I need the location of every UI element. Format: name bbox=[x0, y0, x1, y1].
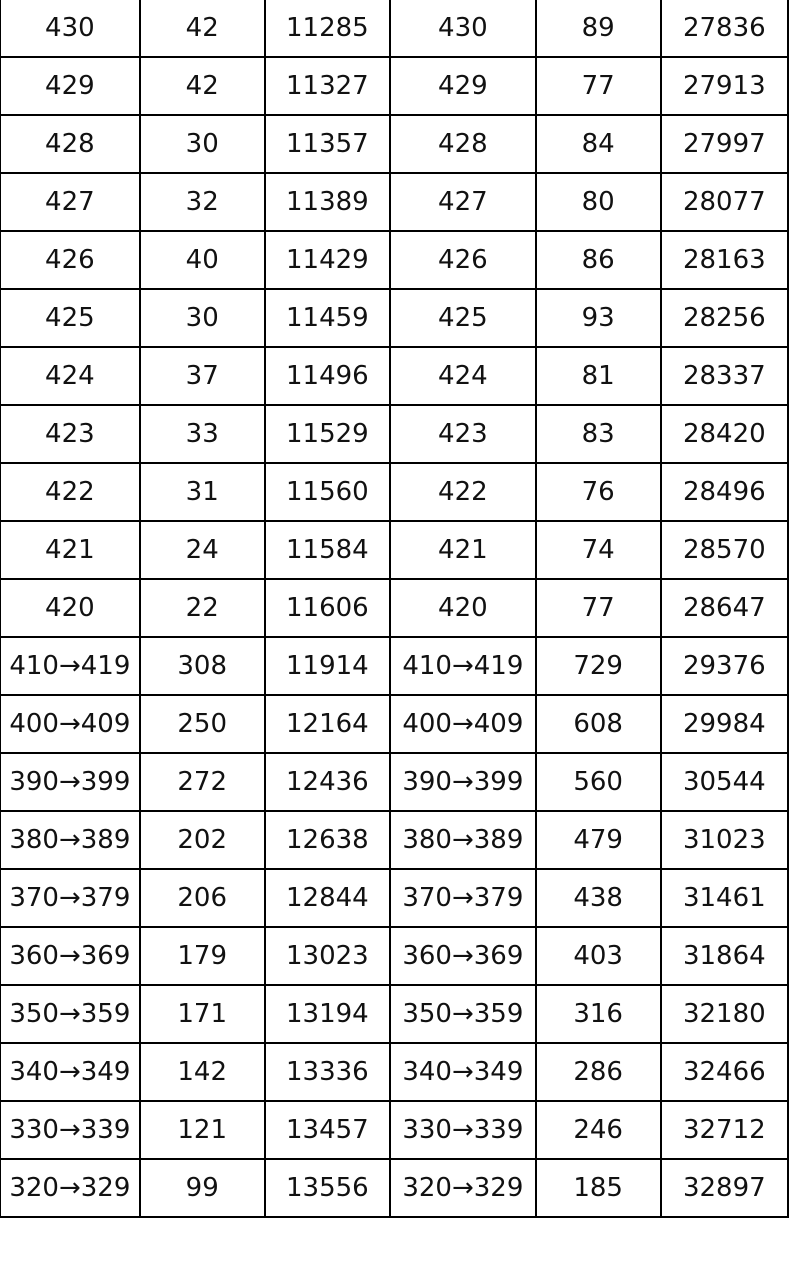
table-cell: 206 bbox=[140, 869, 265, 927]
table-cell: 422 bbox=[390, 463, 536, 521]
table-cell: 400→409 bbox=[390, 695, 536, 753]
table-cell: 11389 bbox=[265, 173, 390, 231]
table-cell: 32 bbox=[140, 173, 265, 231]
table-cell: 11584 bbox=[265, 521, 390, 579]
table-cell: 426 bbox=[390, 231, 536, 289]
table-row bbox=[0, 521, 788, 579]
table-cell: 424 bbox=[390, 347, 536, 405]
table-cell: 330→339 bbox=[390, 1101, 536, 1159]
table-row bbox=[0, 289, 788, 347]
table-row bbox=[0, 695, 788, 753]
table-cell: 99 bbox=[140, 1159, 265, 1217]
table-cell: 13023 bbox=[265, 927, 390, 985]
table-cell: 340→349 bbox=[0, 1043, 140, 1101]
table-cell: 32180 bbox=[661, 985, 788, 1043]
table-cell: 202 bbox=[140, 811, 265, 869]
table-row bbox=[0, 927, 788, 985]
table-cell: 12436 bbox=[265, 753, 390, 811]
table-cell: 13556 bbox=[265, 1159, 390, 1217]
table-row bbox=[0, 1101, 788, 1159]
table-cell: 350→359 bbox=[390, 985, 536, 1043]
table-cell: 28570 bbox=[661, 521, 788, 579]
table-cell: 380→389 bbox=[390, 811, 536, 869]
table-cell: 428 bbox=[0, 115, 140, 173]
table-row bbox=[0, 57, 788, 115]
table-row bbox=[0, 231, 788, 289]
table-cell: 420 bbox=[0, 579, 140, 637]
table-cell: 390→399 bbox=[0, 753, 140, 811]
table-cell: 83 bbox=[536, 405, 661, 463]
table-cell: 28077 bbox=[661, 173, 788, 231]
table-cell: 427 bbox=[0, 173, 140, 231]
table-cell: 11529 bbox=[265, 405, 390, 463]
table-cell: 410→419 bbox=[390, 637, 536, 695]
table-cell: 13336 bbox=[265, 1043, 390, 1101]
table-cell: 370→379 bbox=[0, 869, 140, 927]
table-cell: 31 bbox=[140, 463, 265, 521]
table-row bbox=[0, 811, 788, 869]
table-cell: 28496 bbox=[661, 463, 788, 521]
table-cell: 410→419 bbox=[0, 637, 140, 695]
table-cell: 142 bbox=[140, 1043, 265, 1101]
table-cell: 11429 bbox=[265, 231, 390, 289]
table-row bbox=[0, 753, 788, 811]
table-cell: 250 bbox=[140, 695, 265, 753]
table-cell: 428 bbox=[390, 115, 536, 173]
table-cell: 729 bbox=[536, 637, 661, 695]
table-row bbox=[0, 115, 788, 173]
table-cell: 360→369 bbox=[0, 927, 140, 985]
table-cell: 403 bbox=[536, 927, 661, 985]
table-cell: 424 bbox=[0, 347, 140, 405]
table-cell: 77 bbox=[536, 57, 661, 115]
table-cell: 28256 bbox=[661, 289, 788, 347]
table-row bbox=[0, 405, 788, 463]
table-cell: 330→339 bbox=[0, 1101, 140, 1159]
table-cell: 479 bbox=[536, 811, 661, 869]
table-cell: 425 bbox=[0, 289, 140, 347]
table-cell: 93 bbox=[536, 289, 661, 347]
table-cell: 427 bbox=[390, 173, 536, 231]
table-cell: 11560 bbox=[265, 463, 390, 521]
table-cell: 27997 bbox=[661, 115, 788, 173]
table-cell: 171 bbox=[140, 985, 265, 1043]
table-cell: 390→399 bbox=[390, 753, 536, 811]
table-cell: 13457 bbox=[265, 1101, 390, 1159]
table-cell: 31461 bbox=[661, 869, 788, 927]
table-cell: 33 bbox=[140, 405, 265, 463]
table-row bbox=[0, 0, 788, 57]
table-cell: 430 bbox=[0, 0, 140, 57]
table-cell: 32466 bbox=[661, 1043, 788, 1101]
table-row bbox=[0, 869, 788, 927]
table-cell: 320→329 bbox=[0, 1159, 140, 1217]
table-cell: 31864 bbox=[661, 927, 788, 985]
table-row bbox=[0, 347, 788, 405]
table-cell: 380→389 bbox=[0, 811, 140, 869]
table-cell: 22 bbox=[140, 579, 265, 637]
table-cell: 11496 bbox=[265, 347, 390, 405]
table-cell: 429 bbox=[0, 57, 140, 115]
table-cell: 608 bbox=[536, 695, 661, 753]
table-cell: 37 bbox=[140, 347, 265, 405]
table-cell: 86 bbox=[536, 231, 661, 289]
table-cell: 400→409 bbox=[0, 695, 140, 753]
table-cell: 360→369 bbox=[390, 927, 536, 985]
table-cell: 80 bbox=[536, 173, 661, 231]
table-cell: 421 bbox=[0, 521, 140, 579]
table-row bbox=[0, 579, 788, 637]
table-cell: 179 bbox=[140, 927, 265, 985]
table-cell: 370→379 bbox=[390, 869, 536, 927]
table-cell: 89 bbox=[536, 0, 661, 57]
table-cell: 422 bbox=[0, 463, 140, 521]
table-cell: 32897 bbox=[661, 1159, 788, 1217]
table-row bbox=[0, 463, 788, 521]
table-cell: 28337 bbox=[661, 347, 788, 405]
table-row bbox=[0, 637, 788, 695]
table-row bbox=[0, 173, 788, 231]
table-cell: 185 bbox=[536, 1159, 661, 1217]
table-cell: 24 bbox=[140, 521, 265, 579]
table-cell: 11914 bbox=[265, 637, 390, 695]
table-cell: 77 bbox=[536, 579, 661, 637]
table-cell: 11459 bbox=[265, 289, 390, 347]
table-cell: 42 bbox=[140, 57, 265, 115]
table-cell: 28647 bbox=[661, 579, 788, 637]
table-cell: 423 bbox=[390, 405, 536, 463]
table-cell: 31023 bbox=[661, 811, 788, 869]
table-cell: 121 bbox=[140, 1101, 265, 1159]
table-cell: 30 bbox=[140, 289, 265, 347]
table-cell: 29376 bbox=[661, 637, 788, 695]
table-cell: 81 bbox=[536, 347, 661, 405]
table-cell: 29984 bbox=[661, 695, 788, 753]
table-cell: 12164 bbox=[265, 695, 390, 753]
table-cell: 11327 bbox=[265, 57, 390, 115]
table-cell: 350→359 bbox=[0, 985, 140, 1043]
table-cell: 30 bbox=[140, 115, 265, 173]
table-cell: 27913 bbox=[661, 57, 788, 115]
table-cell: 40 bbox=[140, 231, 265, 289]
table-row bbox=[0, 985, 788, 1043]
table-cell: 316 bbox=[536, 985, 661, 1043]
table-cell: 84 bbox=[536, 115, 661, 173]
table-cell: 11357 bbox=[265, 115, 390, 173]
table-cell: 423 bbox=[0, 405, 140, 463]
table-cell: 308 bbox=[140, 637, 265, 695]
table-cell: 429 bbox=[390, 57, 536, 115]
table-cell: 32712 bbox=[661, 1101, 788, 1159]
table-cell: 430 bbox=[390, 0, 536, 57]
table-cell: 28420 bbox=[661, 405, 788, 463]
table-cell: 272 bbox=[140, 753, 265, 811]
table-row bbox=[0, 1159, 788, 1217]
table-cell: 320→329 bbox=[390, 1159, 536, 1217]
table-cell: 74 bbox=[536, 521, 661, 579]
table-cell: 246 bbox=[536, 1101, 661, 1159]
table-cell: 438 bbox=[536, 869, 661, 927]
table-row bbox=[0, 1043, 788, 1101]
table-cell: 42 bbox=[140, 0, 265, 57]
table-cell: 30544 bbox=[661, 753, 788, 811]
table-cell: 340→349 bbox=[390, 1043, 536, 1101]
table-cell: 12638 bbox=[265, 811, 390, 869]
table-cell: 421 bbox=[390, 521, 536, 579]
table-cell: 13194 bbox=[265, 985, 390, 1043]
table-cell: 560 bbox=[536, 753, 661, 811]
table-cell: 76 bbox=[536, 463, 661, 521]
table-cell: 420 bbox=[390, 579, 536, 637]
table-cell: 27836 bbox=[661, 0, 788, 57]
table-cell: 425 bbox=[390, 289, 536, 347]
table-cell: 28163 bbox=[661, 231, 788, 289]
table-cell: 11606 bbox=[265, 579, 390, 637]
table-cell: 11285 bbox=[265, 0, 390, 57]
table-cell: 286 bbox=[536, 1043, 661, 1101]
table-cell: 12844 bbox=[265, 869, 390, 927]
table-cell: 426 bbox=[0, 231, 140, 289]
